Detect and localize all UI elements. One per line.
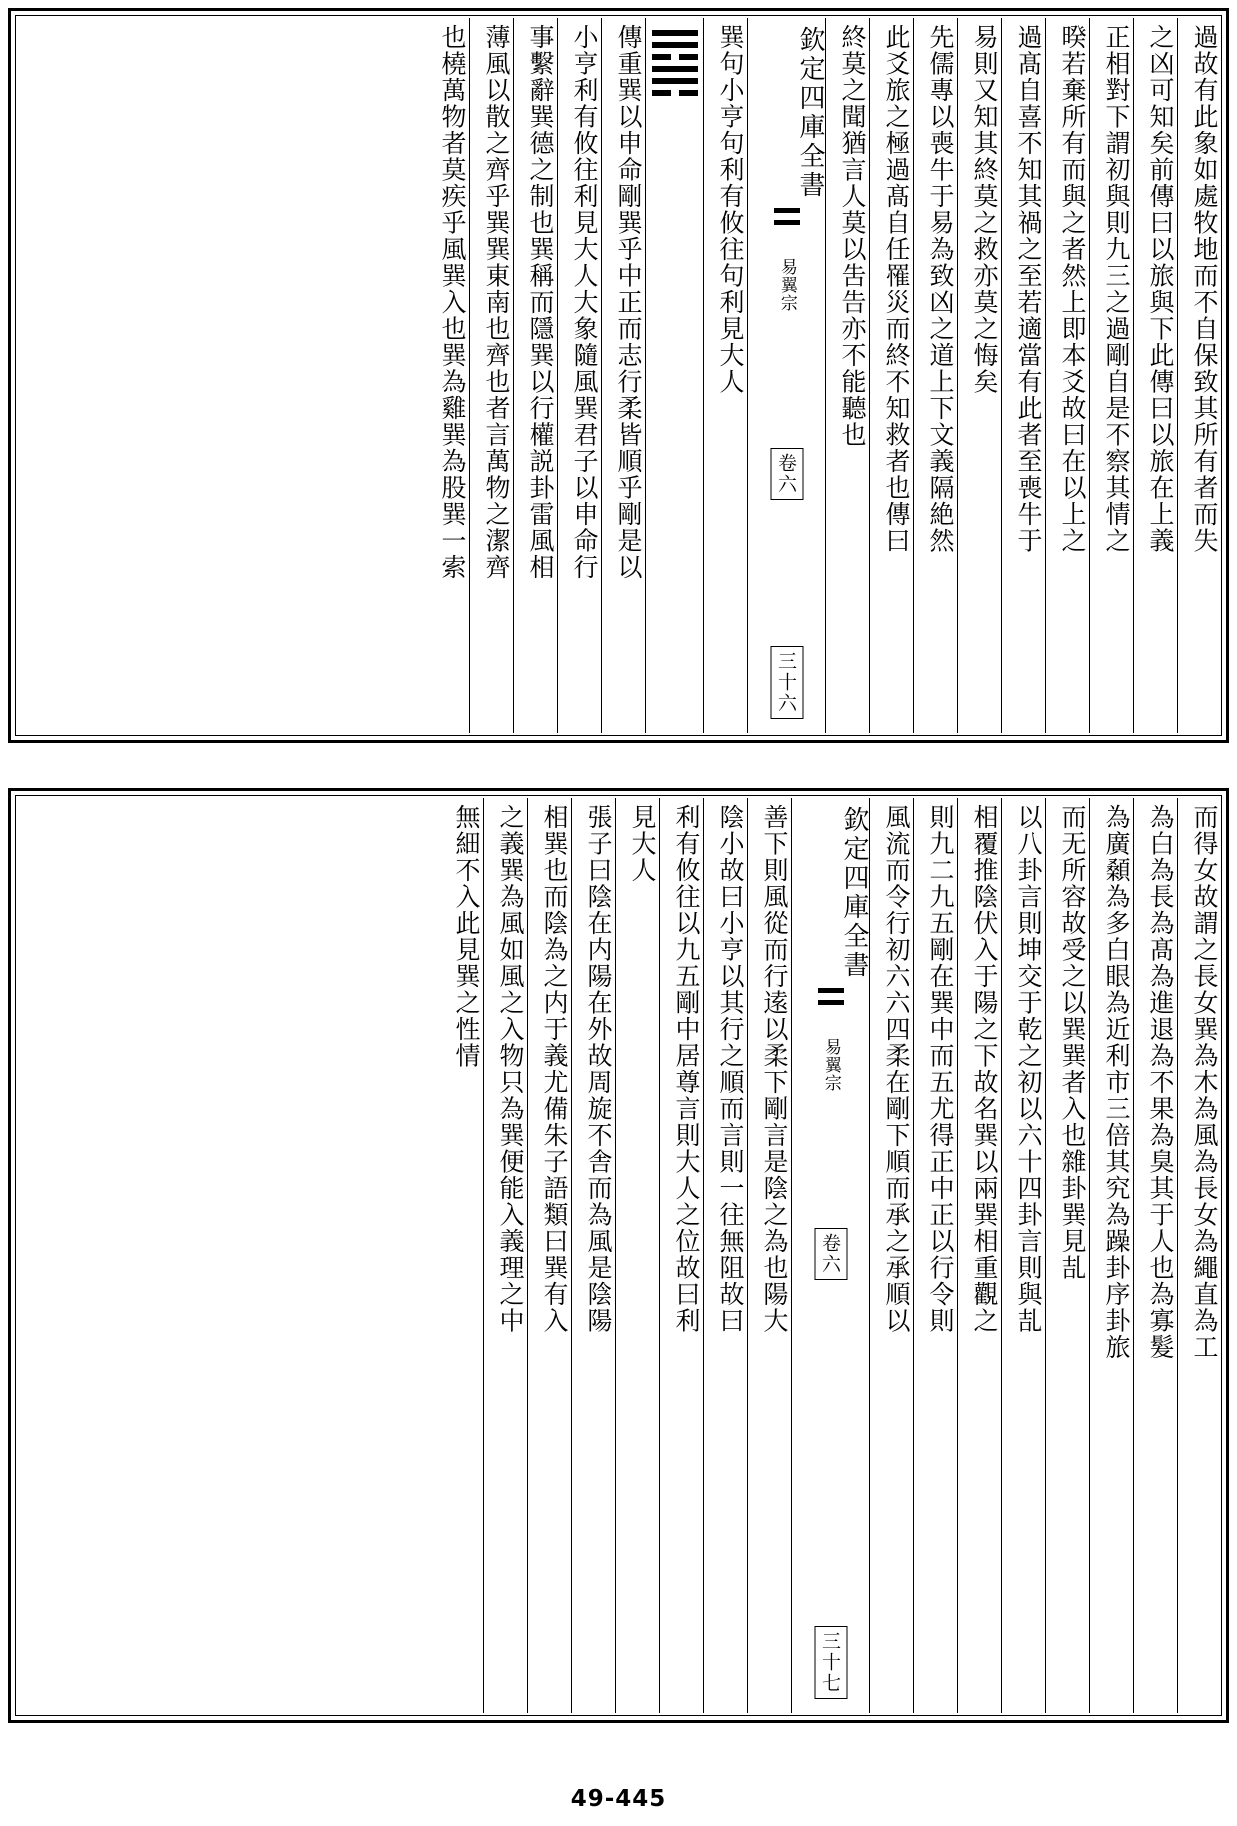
text-column: 傳重巽以申命剛巽乎中正而志行柔皆順乎剛是以 — [601, 18, 645, 733]
volume-label: 卷六 — [814, 1228, 847, 1280]
text-column: 事繫辭巽德之制也巽稱而隱巽以行權説卦雷風相 — [513, 18, 557, 733]
text-column: 之義巽為風如風之入物只為巽便能入義理之中 — [483, 798, 527, 1713]
text-column: 張子曰陰在内陽在外故周旋不舎而為風是陰陽 — [571, 798, 615, 1713]
leaf-number-top: 三十六 — [770, 646, 803, 719]
fishtail-mark-icon — [818, 988, 844, 1028]
page-block-top — [8, 8, 1229, 743]
block-bottom-text-area — [15, 795, 1222, 1716]
hexagram-figure-column — [645, 18, 703, 733]
text-column: 陰小故曰小亨以其行之順而言則一往無阻故曰 — [703, 798, 747, 1713]
text-column: 薄風以散之齊乎巽巽東南也齊也者言萬物之潔齊 — [469, 18, 513, 733]
text-column: 也橈萬物者莫疾乎風巽入也巽為雞巽為股巽一索 — [438, 24, 467, 581]
text-column: 為廣顙為多白眼為近利市三倍其究為躁卦序卦旅 — [1089, 798, 1133, 1713]
text-column: 巽句小亨句利有攸往句利見大人 — [703, 18, 747, 733]
volume-label: 卷六 — [770, 448, 803, 500]
text-column: 以八卦言則坤交于乾之初以六十四卦言則與㐖 — [1001, 798, 1045, 1713]
text-column: 善下則風從而行逺以柔下剛言是陰之為也陽大 — [747, 798, 791, 1713]
text-column: 則九二九五剛在巽中而五尤得正中正以行令則 — [913, 798, 957, 1713]
text-column: 暌若棄所有而與之者然上即本爻故曰在以上之 — [1045, 18, 1089, 733]
text-column: 風流而令行初六六四柔在剛下順而承之承順以 — [869, 798, 913, 1713]
block-spine-bottom — [791, 798, 869, 1713]
text-column: 而得女故謂之長女巽為木為風為長女為繩直為工 — [1177, 798, 1221, 1713]
leaf-number-bottom: 三十七 — [814, 1626, 847, 1699]
page-block-bottom — [8, 788, 1229, 1723]
block-top-text-area — [15, 15, 1222, 736]
book-title: 欽定四庫全書 — [839, 806, 869, 980]
text-column: 正相對下謂初與則九三之過剛自是不察其情之 — [1089, 18, 1133, 733]
text-column: 易則又知其終莫之救亦莫之悔矣 — [957, 18, 1001, 733]
text-column: 之凶可知矣前傳曰以旅與下此傳曰以旅在上義 — [1133, 18, 1177, 733]
text-column: 先儒專以喪牛于易為致凶之道上下文義隔絶然 — [913, 18, 957, 733]
work-title: 易翼宗 — [820, 1038, 841, 1092]
text-column: 終莫之聞猶言人莫以吿告亦不能聽也 — [825, 18, 869, 733]
text-column: 過髙自喜不知其禍之至若適當有此者至喪牛于 — [1001, 18, 1045, 733]
text-column: 過故有此象如處牧地而不自保致其所有者而失 — [1177, 18, 1221, 733]
text-column: 相覆推陰伏入于陽之下故名巽以兩巽相重觀之 — [957, 798, 1001, 1713]
text-column: 而无所容故受之以巽巽者入也雜卦巽見㐖 — [1045, 798, 1089, 1713]
text-column: 此爻旅之極過髙自任罹災而終不知救者也傳曰 — [869, 18, 913, 733]
text-column: 無細不入此見巽之性情 — [452, 804, 481, 1069]
text-column: 見大人 — [615, 798, 659, 1713]
text-column: 為白為長為髙為進退為不果為臭其于人也為寡髮 — [1133, 798, 1177, 1713]
block-spine-top — [747, 18, 825, 733]
xun-hexagram-icon — [652, 30, 698, 98]
text-column: 相巽也而陰為之内于義尤備朱子語類曰巽有入 — [527, 798, 571, 1713]
fishtail-mark-icon — [774, 208, 800, 248]
work-title: 易翼宗 — [776, 258, 797, 312]
text-column: 利有攸往以九五剛中居尊言則大人之位故曰利 — [659, 798, 703, 1713]
book-title: 欽定四庫全書 — [795, 26, 825, 200]
footer-page-number: 49-445 — [570, 1786, 667, 1812]
text-column: 小亨利有攸往利見大人大象隨風巽君子以申命行 — [557, 18, 601, 733]
